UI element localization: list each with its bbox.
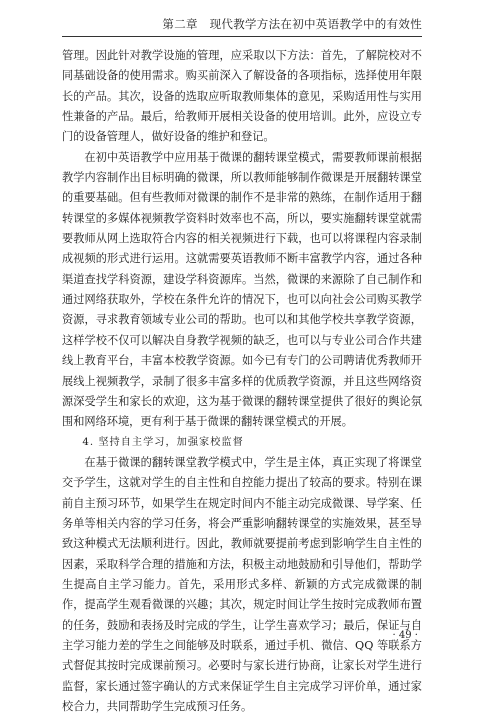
body-text xyxy=(62,46,422,717)
header-rule xyxy=(62,36,422,37)
running-header: 第二章 现代教学方法在初中英语教学中的有效性 xyxy=(162,17,422,31)
paragraph: 在初中英语教学中应用基于微课的翻转课堂模式，需要教师课前根据教学内容制作出目标明确的微课，所以教师能够制作微课是开展翻转课堂的重要基础。但有些教师对微课的制作不是非常的熟练，在制作适用于翻转课堂的多媒体视频教学资料时效率也不高，所以，要实施翻转课堂就需要教师从网上选取符合内容的相关视频进行下载，也可以将课程内容录制成视频的形式进行运用。这就需要英语教师不断丰富教学内容，通过各种渠道查找学科资源，建设学科资源库。当然，微课的来源除了自己制作和通过网络获取外，学校在条件允许的情况下，也可以向社会公司购买教学资源，寻求教育领域专业公司的帮助。也可以和其他学校共享教学资源，这样学校不仅可以解决自身教学视频的缺乏，也可以与专业公司合作共建线上教育平台，丰富本校教学资源。如今已有专门的公司聘请优秀教师开展线上视频教学，录制了很多丰富多样的优质教学资源，并且这些网络资源深受学生和家长的欢迎，这为基于微课的翻转课堂提供了很好的舆论氛围和网络环境，更有利于基于微课的翻转课堂模式的开展。 xyxy=(62,150,422,429)
page-number: · 49 · xyxy=(392,630,418,641)
section-subheading: 4. 坚持自主学习，加强家校监督 xyxy=(82,436,244,448)
paragraph-continued: 管理。因此针对教学设施的管理，应采取以下方法：首先，了解院校对不同基础设备的使用需求。购买前深入了解设备的各项指标，选择使用年限长的产品。其次，设备的选取应听取教师集体的意见，采购适用性与实用性兼备的产品。最后，给教师开展相关设备的使用培训。此外，应设立专门的设备管理人，做好设备的维护和登记。 xyxy=(62,49,422,144)
paragraph: 在基于微课的翻转课堂教学模式中，学生是主体，真正实现了将课堂交予学生，这就对学生的自主性和自控能力提出了较高的要求。特别在课前自主预习环节，如果学生在规定时间内不能主动完成微课、导学案、任务单等相关内容的学习任务，将会严重影响翻转课堂的实施效果，甚至导致这种模式无法顺利进行。因此，教师就要提前考虑到影响学生自主性的因素，采取科学合理的措施和方法，积极主动地鼓励和引导他们，帮助学生提高自主学习能力。首先，采用形式多样、新颖的方式完成微课的制作，提高学生观看微课的兴趣；其次，规定时间让学生按时完成教师布置的任务，鼓励和表扬及时完成的学生，让学生喜欢学习；最后，保证与自主学习能力差的学生之间能够及时联系，通过手机、微信、QQ 等联系方式督促其按时完成课前预习。必要时与家长进行协商，让家长对学生进行监督，家长通过签字确认的方式来保证学生自主完成学习评价单，通过家校合力，共同帮助学生完成预习任务。 xyxy=(62,455,422,713)
